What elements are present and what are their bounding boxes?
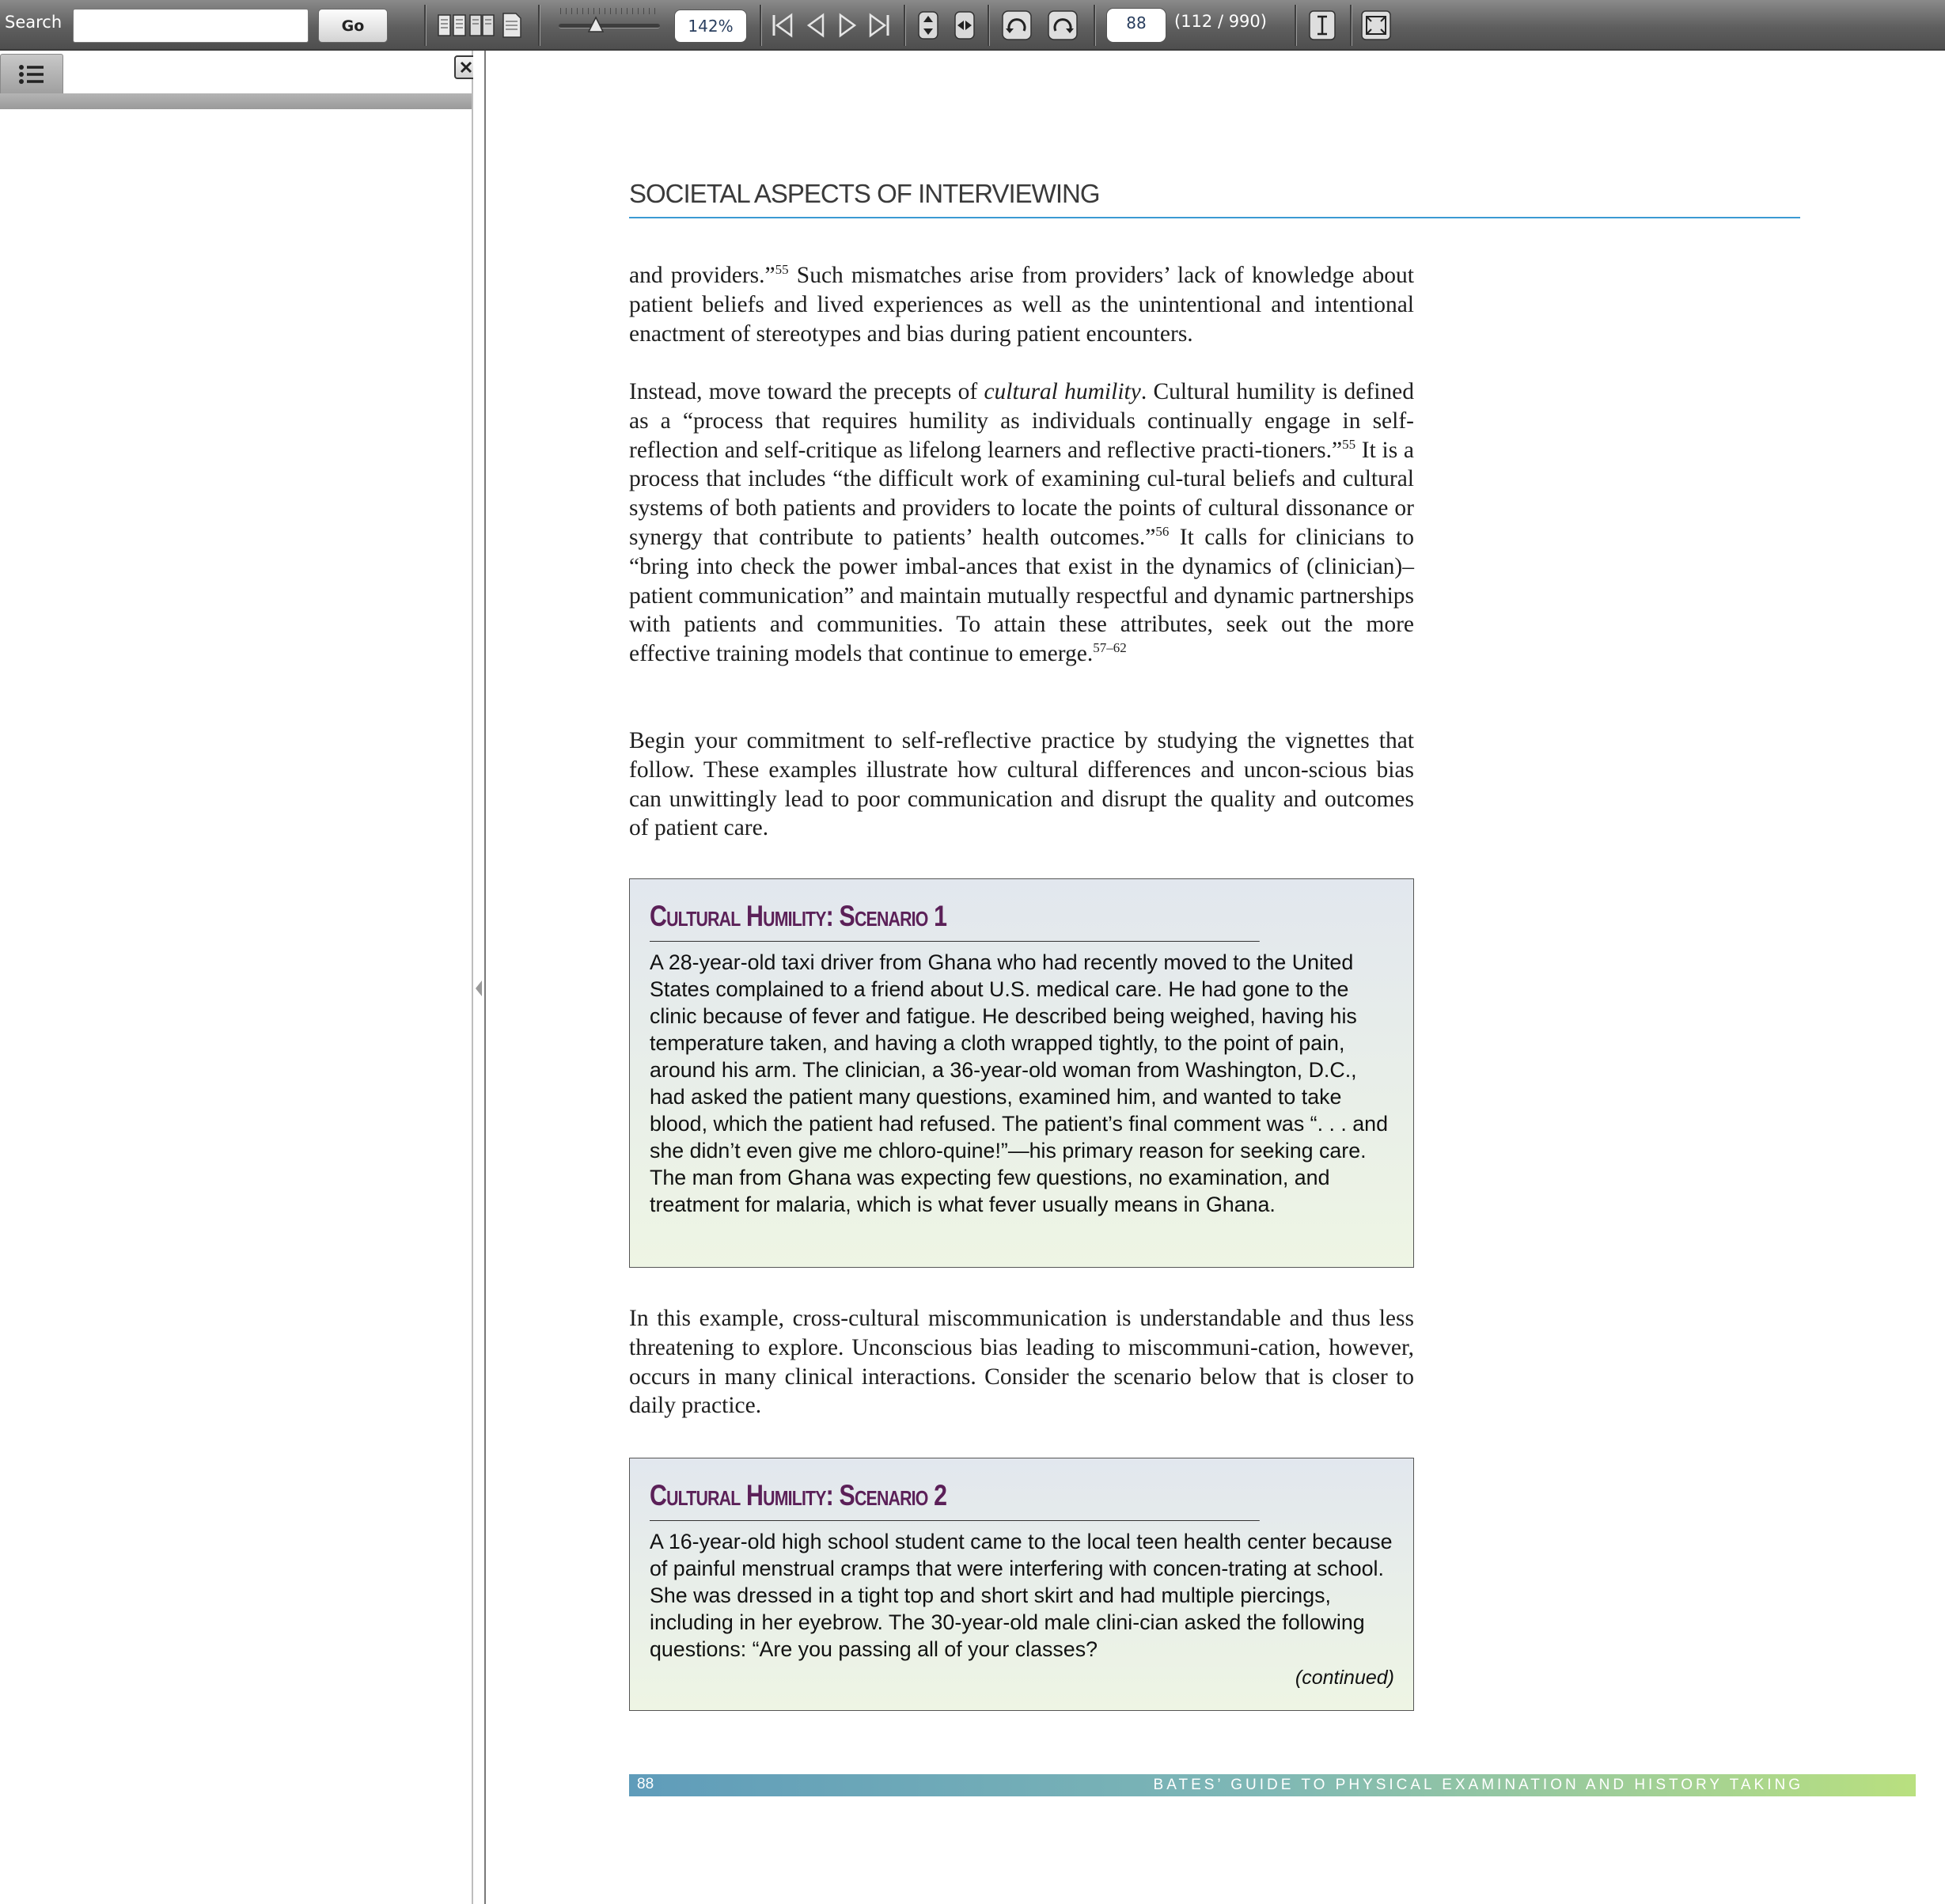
- scenario-text: A 28-year-old taxi driver from Ghana who had recently moved to the United States complained to a friend about U.S. medical care. He had gone to the clinic because of fever and fatigue. He described being weighed, having his temperature taken, and having a cloth wrapped tightly, to the point of pain, around his arm. The clinician, a 36-year-old woman from Washington, D.C., had asked the patient many questions, examined him, and wanted to take blood, which the patient had refused. The patient’s final comment was “. . . and she didn’t even give me chloro-quine!”—his primary reason for seeking care. The man from Ghana was expecting few questions, no examination, and treatment for malaria, which is what fever usually means in Ghana.: [650, 950, 1388, 1216]
- last-page-icon[interactable]: [863, 9, 896, 41]
- footer-page-number: 88: [637, 1776, 654, 1792]
- running-head: SOCIETAL ASPECTS OF INTERVIEWING: [629, 179, 1800, 218]
- sidebar-tab-bar: [0, 51, 472, 103]
- fullscreen-icon[interactable]: [1359, 9, 1393, 41]
- close-icon: [459, 60, 473, 74]
- sidebar-splitter[interactable]: [473, 51, 486, 1904]
- page-count: (112 / 990): [1174, 12, 1267, 31]
- two-page-view-icon[interactable]: [435, 9, 468, 41]
- paragraph: Instead, move toward the precepts of cultural humility. Cultural humility is defined as a “process that requires humility as individuals continually engage in self-reflection and self-critique as lifelong learners and reflective practi-tioners.”$^{55}$ It is a process that includes “the difficult work of examining cul-tural beliefs and cultural systems of both patients and providers to locate the points of cultural dissonance or synergy that contribute to patients’ health outcomes.”$^{56}$ It calls for clinicians to “bring into check the power imbal-ances that exist in the dynamics of (clinician)–patient communication” and maintain mutually respectful and dynamic partnerships with patients and communities. To attain these attributes, seek out the more effective training models that continue to emerge.$^{57-62}$: [629, 379, 1415, 667]
- zoom-slider-ticks: [560, 8, 658, 14]
- paragraph: and providers.”$^{55}$ Such mismatches arise from providers’ lack of knowledge about patient beliefs and lived experiences as well as the unintentional and intentional enactment of stereotypes and bias during patient encounters.: [629, 262, 1415, 347]
- zoom-slider-track[interactable]: [559, 24, 660, 28]
- facing-pages-icon[interactable]: [465, 9, 499, 41]
- single-page-view-icon[interactable]: [495, 9, 529, 41]
- tab-strip: [0, 93, 472, 109]
- rotate-counterclockwise-icon[interactable]: [1000, 9, 1033, 41]
- scenario-text: A 16-year-old high school student came to the local teen health center because of painful menstrual cramps that were interfering with concen-trating at school. She was dressed in a tight top and short skirt and had multiple piercings, including in her eyebrow. The 30-year-old male clini-cian asked the following questions: “Are you passing all of your classes?: [650, 1530, 1393, 1661]
- scenario-box: [629, 878, 1414, 1268]
- search-input[interactable]: [73, 9, 309, 43]
- scenario-title: Cultural Humility: Scenario 2: [650, 1479, 1260, 1521]
- toolbar-separator: [904, 5, 906, 46]
- page-number-input[interactable]: 88: [1106, 8, 1166, 43]
- rotate-clockwise-icon[interactable]: [1046, 9, 1079, 41]
- first-page-icon[interactable]: [766, 9, 799, 41]
- sidebar: [0, 51, 473, 1904]
- toolbar: [0, 0, 1945, 51]
- search-label: Search: [5, 13, 63, 32]
- list-icon: [18, 63, 45, 85]
- continued-note: (continued): [1295, 1667, 1394, 1689]
- collapse-arrow-icon[interactable]: [474, 980, 483, 1000]
- fit-width-icon[interactable]: [948, 9, 981, 41]
- paragraph: In this example, cross-cultural miscommunication is understandable and thus less threatening to explore. Unconscious bias leading to miscommuni-cation, however, occurs in many clinical interactions. Consider the scenario below that is closer to daily practice.: [629, 1306, 1414, 1419]
- paragraph: Begin your commitment to self-reflective practice by studying the vignettes that follow. These examples illustrate how cultural differences and uncon-scious bias can unwittingly lead to poor communication and disrupt the quality and outcomes of patient care.: [629, 728, 1414, 841]
- go-button[interactable]: Go: [318, 9, 388, 43]
- footer-book-title: BATES’ GUIDE TO PHYSICAL EXAMINATION AND HISTORY TAKING: [1153, 1777, 1803, 1793]
- scenario-title: Cultural Humility: Scenario 1: [650, 900, 1260, 942]
- scenario-box: [629, 1458, 1414, 1711]
- toolbar-separator: [1094, 5, 1096, 46]
- toolbar-separator: [1295, 5, 1297, 46]
- page-footer: [629, 1774, 1916, 1796]
- toolbar-separator: [424, 5, 427, 46]
- fit-height-icon[interactable]: [912, 9, 945, 41]
- toolbar-separator: [1350, 5, 1352, 46]
- zoom-level[interactable]: 142%: [674, 9, 747, 43]
- next-page-icon[interactable]: [831, 9, 864, 41]
- text-select-icon[interactable]: [1306, 9, 1339, 41]
- previous-page-icon[interactable]: [799, 9, 832, 41]
- zoom-slider-thumb[interactable]: [587, 16, 605, 36]
- toolbar-separator: [988, 5, 990, 46]
- toolbar-separator: [760, 5, 762, 46]
- toc-tab[interactable]: [0, 54, 63, 94]
- toolbar-separator: [538, 5, 540, 46]
